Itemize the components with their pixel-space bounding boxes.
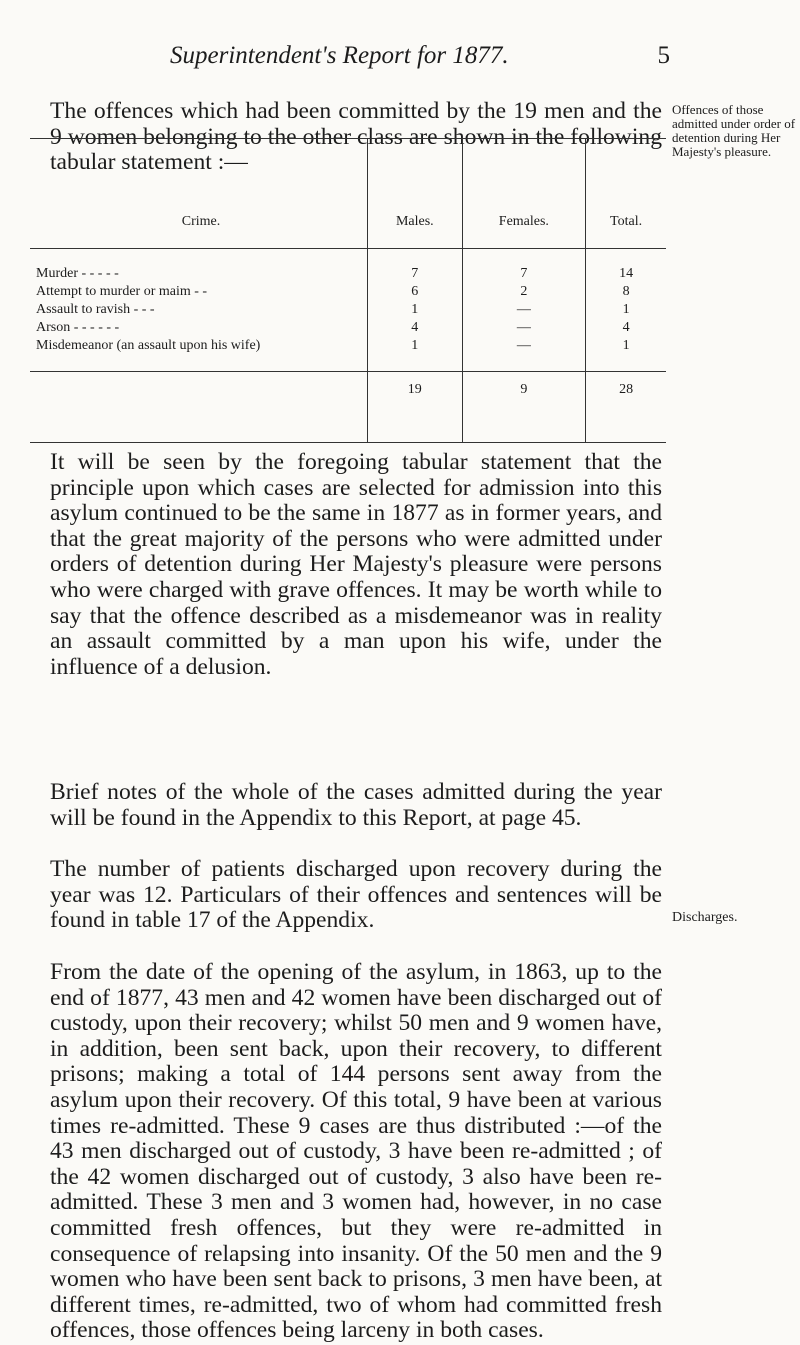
cell-females: 7 xyxy=(462,249,586,284)
table-total-row xyxy=(30,372,666,443)
page-title: Superintendent's Report for 1877. xyxy=(170,42,509,69)
cell-crime: Attempt to murder or maim - - xyxy=(36,284,208,299)
cell-crime: Murder - - - - - xyxy=(36,266,119,281)
offences-table xyxy=(30,138,666,443)
cell-males: 1 xyxy=(368,301,463,319)
table-spacer xyxy=(30,355,666,372)
table-header-row xyxy=(30,139,666,249)
cell-females: — xyxy=(462,337,586,355)
table-row xyxy=(30,337,666,355)
cell-females: 2 xyxy=(462,283,586,301)
intro-paragraph: The offences which had been committed by the 19 men and the 9 women belonging to the other class are shown in the following tabular statement :— xyxy=(50,98,662,176)
table-row xyxy=(30,249,666,284)
cell-total: 4 xyxy=(586,319,666,337)
cell-total: 14 xyxy=(586,249,666,284)
cell-crime: Misdemeanor (an assault upon his wife) xyxy=(36,338,261,353)
cell-males: 6 xyxy=(368,283,463,301)
cell-females: — xyxy=(462,301,586,319)
cell-total: 1 xyxy=(586,337,666,355)
header-females: Females. xyxy=(462,139,586,249)
margin-note-discharges: Discharges. xyxy=(672,910,738,925)
discharged-paragraph: The number of patients discharged upon recovery during the year was 12. Particulars of their offences and sentences will be found in table 17 of the Appendix. xyxy=(50,856,662,934)
total-males: 19 xyxy=(368,372,463,443)
cell-males: 4 xyxy=(368,319,463,337)
running-header xyxy=(170,42,670,70)
cell-total-label xyxy=(30,372,368,443)
page-number: 5 xyxy=(657,42,670,69)
header-crime: Crime. xyxy=(30,139,368,249)
table-row xyxy=(30,319,666,337)
header-total: Total. xyxy=(586,139,666,249)
cell-crime: Assault to ravish - - - xyxy=(36,302,155,317)
total-females: 9 xyxy=(462,372,586,443)
cell-crime: Arson - - - - - - xyxy=(36,320,120,335)
cell-total: 1 xyxy=(586,301,666,319)
cell-males: 1 xyxy=(368,337,463,355)
total-all: 28 xyxy=(586,372,666,443)
cell-females: — xyxy=(462,319,586,337)
cell-males: 7 xyxy=(368,249,463,284)
header-males: Males. xyxy=(368,139,463,249)
margin-note-offences: Offences of those admitted under order of detention during Her Majesty's pleasure. xyxy=(672,102,796,159)
brief-notes-paragraph: Brief notes of the whole of the cases admitted during the year will be found in the Appendix to this Report, at page 45. xyxy=(50,779,662,831)
table-row xyxy=(30,283,666,301)
cell-total: 8 xyxy=(586,283,666,301)
table-row xyxy=(30,301,666,319)
since-opening-paragraph: From the date of the opening of the asylum, in 1863, up to the end of 1877, 43 men and 42 women have been discharged out of custody, upon their recovery; whilst 50 men and 9 women have, in addition, been sent back, upon their recovery, to different prisons; making a total of 144 persons sent away from the asylum upon their recovery. Of this total, 9 have been at various times re-admitted. These 9 cases are thus distributed :—of the 43 men discharged out of custody, 3 have been re-admitted ; of the 42 women discharged out of custody, 3 also have been re-admitted. These 3 men and 3 women had, however, in no case committed fresh offences, but they were re-admitted in consequence of relapsing into insanity. Of the 50 men and the 9 women who have been sent back to prisons, 3 men have been, at different times, re-admitted, two of whom had committed fresh offences, those offences being larceny in both cases. xyxy=(50,959,662,1344)
foregoing-paragraph: It will be seen by the foregoing tabular statement that the principle upon which cases are selected for admission into this asylum continued to be the same in 1877 as in former years, and that the great majority of the persons who were admitted under orders of detention during Her Majesty's pleasure were persons who were charged with grave offences. It may be worth while to say that the offence described as a misdemeanor was in reality an assault committed by a man upon his wife, under the influence of a delusion. xyxy=(50,449,662,680)
